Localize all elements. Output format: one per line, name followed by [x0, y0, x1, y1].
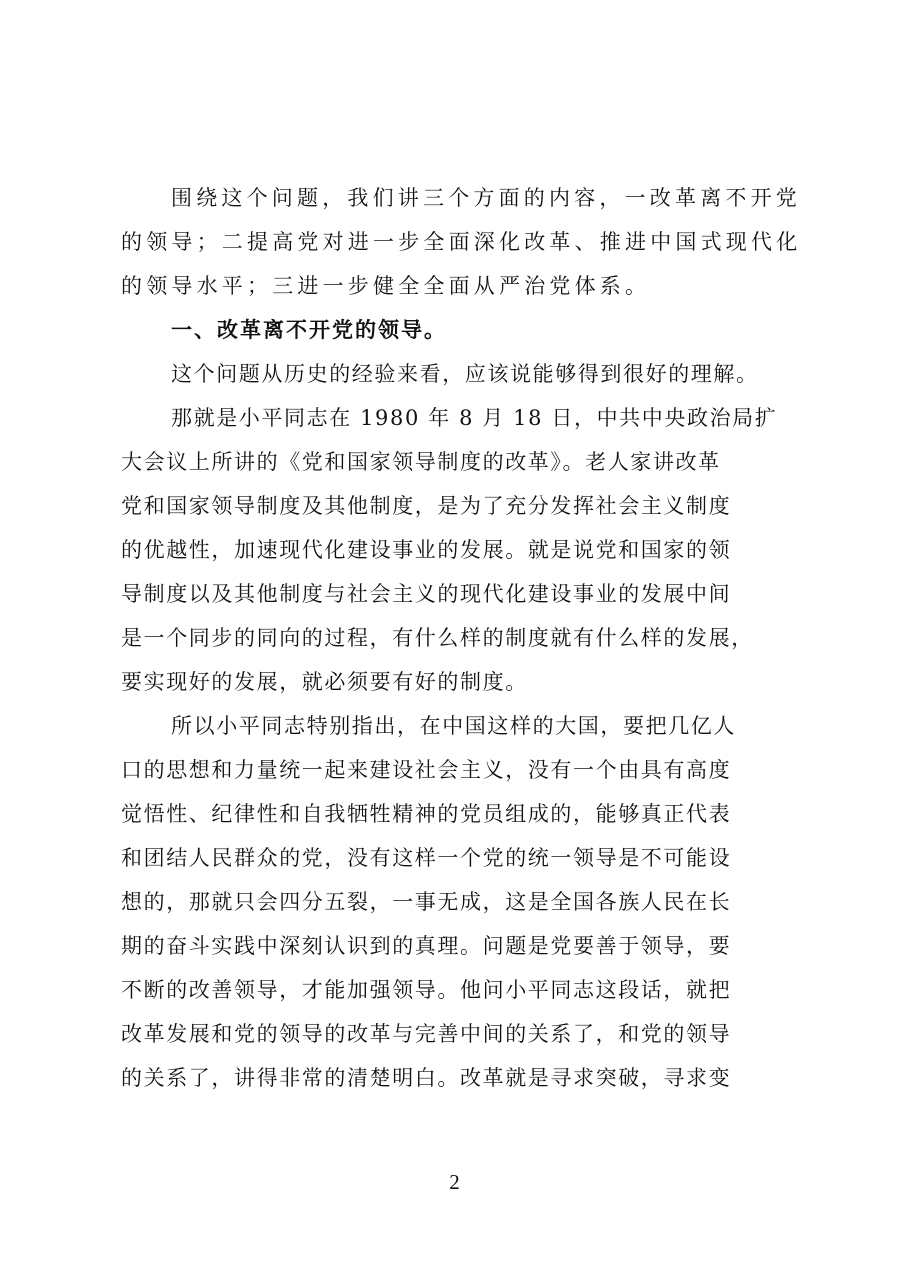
- paragraph-line: 要实现好的发展，就必须要有好的制度。: [121, 670, 528, 694]
- paragraph-line: 和团结人民群众的党，没有这样一个党的统一领导是不可能设: [121, 846, 732, 870]
- page-number: 2: [449, 1170, 460, 1194]
- paragraph-line: 改革发展和党的领导的改革与完善中间的关系了，和党的领导: [121, 1022, 732, 1046]
- paragraph-line: 的关系了，讲得非常的清楚明白。改革就是寻求突破，寻求变: [121, 1066, 732, 1090]
- paragraph-line: 那就是小平同志在 1980 年 8 月 18 日，中共中央政治局扩: [171, 406, 778, 430]
- paragraph-intro-line: 围绕这个问题，我们讲三个方面的内容，一改革离不开党: [171, 186, 801, 210]
- paragraph-line: 想的，那就只会四分五裂，一事无成，这是全国各族人民在长: [121, 890, 732, 914]
- paragraph-line: 不断的改善领导，才能加强领导。他问小平同志这段话，就把: [121, 978, 732, 1002]
- document-body: [121, 176, 811, 1100]
- paragraph-line: 期的奋斗实践中深刻认识到的真理。问题是党要善于领导，要: [121, 934, 732, 958]
- paragraph-line: 这个问题从历史的经验来看，应该说能够得到很好的理解。: [171, 362, 759, 386]
- paragraph-line: 所以小平同志特别指出，在中国这样的大国，要把几亿人: [171, 714, 736, 738]
- paragraph-line: 的优越性，加速现代化建设事业的发展。就是说党和国家的领: [121, 538, 732, 562]
- paragraph-line: 是一个同步的同向的过程，有什么样的制度就有什么样的发展，: [121, 626, 754, 650]
- paragraph-intro-line: 的领导；二提高党对进一步全面深化改革、推进中国式现代化: [121, 230, 802, 254]
- section-heading: 一、改革离不开党的领导。: [171, 317, 447, 342]
- paragraph-intro-line: 的领导水平；三进一步健全全面从严治党体系。: [121, 274, 651, 298]
- paragraph-line: 党和国家领导制度及其他制度，是为了充分发挥社会主义制度: [121, 494, 732, 518]
- paragraph-line: 导制度以及其他制度与社会主义的现代化建设事业的发展中间: [121, 582, 732, 606]
- paragraph-line: 大会议上所讲的《党和国家领导制度的改革》。老人家讲改革: [121, 450, 721, 474]
- paragraph-line: 觉悟性、纪律性和自我牺牲精神的党员组成的，能够真正代表: [121, 802, 732, 826]
- paragraph-line: 口的思想和力量统一起来建设社会主义，没有一个由具有高度: [121, 758, 732, 782]
